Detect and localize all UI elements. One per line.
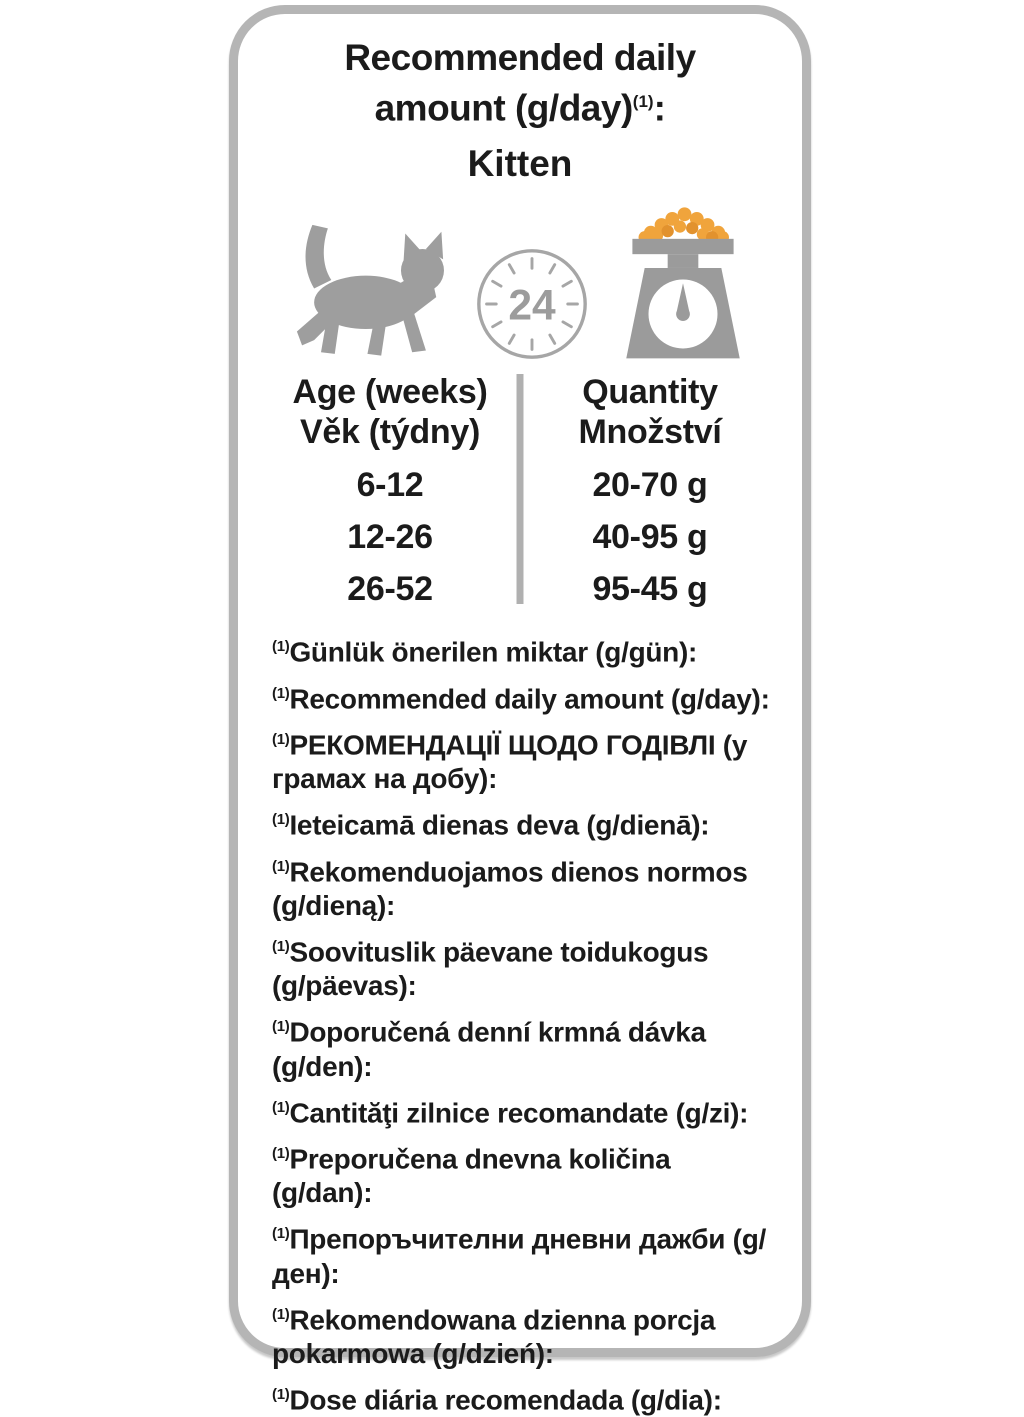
clock-24-label: 24 (508, 281, 556, 330)
footnote-marker: (1) (272, 1018, 290, 1036)
age-column-header (260, 372, 520, 452)
footnote (272, 677, 776, 716)
icons-row (260, 194, 780, 362)
footnote (272, 1378, 776, 1417)
title-colon: : (653, 87, 666, 129)
footnote (272, 723, 776, 796)
footnote (272, 930, 776, 1003)
footnotes-list (260, 630, 780, 1417)
footnote-marker: (1) (272, 937, 290, 955)
quantity-header-cs: Množství (578, 413, 722, 452)
footnote-marker: (1) (272, 1144, 290, 1162)
feeding-guide-panel (229, 5, 811, 1416)
footnote-text: Soovituslik päevane toidukogus (g/päevas): (272, 936, 709, 1002)
quantity-column-header (520, 372, 780, 452)
quantity-value: 95-45 g (592, 570, 708, 609)
quantity-header-en: Quantity (582, 373, 718, 412)
feeding-table (260, 372, 780, 608)
footnote-text: Preporučena dnevna količina (g/dan): (272, 1143, 671, 1209)
footnote (272, 1010, 776, 1083)
table-divider (517, 374, 524, 604)
clock-24h-icon (474, 246, 590, 362)
footnote-marker: (1) (272, 811, 290, 829)
title-line1: Recommended daily (344, 37, 696, 78)
footnote-text: Препоръчителни дневни дажби (g/ден): (272, 1223, 766, 1289)
age-value: 12-26 (347, 518, 433, 557)
footnote-text: Recommended daily amount (g/day): (289, 682, 770, 714)
footnote-text: РЕКОМЕНДАЦІЇ ЩОДО ГОДІВЛІ (у грамах на добу): (272, 729, 748, 795)
footnote-text: Dose diária recomendada (g/dia): (289, 1384, 722, 1416)
footnote-marker: (1) (272, 1098, 290, 1116)
title-line2: amount (g/day) (374, 87, 633, 129)
age-header-cs: Věk (týdny) (300, 413, 480, 452)
life-stage-label: Kitten (467, 143, 573, 185)
footnote-text: Ieteicamā dienas deva (g/dienā): (289, 809, 710, 841)
footnote-marker: (1) (272, 684, 290, 702)
footnote-text: Doporučená denní krmná dávka (g/den): (272, 1016, 706, 1082)
cat-silhouette-icon (278, 222, 450, 362)
quantity-value: 40-95 g (592, 518, 708, 557)
label-page (0, 5, 1024, 1416)
footnote (272, 850, 776, 923)
age-value: 26-52 (347, 570, 433, 609)
footnote (272, 1298, 776, 1371)
footnote-text: Cantităţi zilnice recomandate (g/zi): (289, 1096, 749, 1128)
kibble-heap (639, 208, 729, 244)
footnote-text: Günlük önerilen miktar (g/gün): (289, 636, 698, 668)
age-value: 6-12 (356, 466, 424, 505)
footnote (272, 1091, 776, 1130)
footnote (272, 1137, 776, 1210)
quantity-value: 20-70 g (592, 466, 708, 505)
food-scale-icon (614, 200, 752, 362)
footnote-marker: (1) (272, 857, 290, 875)
footnote-text: Rekomenduojamos dienos normos (g/dieną): (272, 855, 748, 921)
footnote-marker: (1) (272, 730, 290, 748)
footnote (272, 1217, 776, 1290)
footnote-text: Rekomendowana dzienna porcja pokarmowa (g/dzień): (272, 1303, 716, 1369)
cat-tail (306, 225, 332, 289)
panel-title (260, 36, 780, 130)
footnote (272, 630, 776, 669)
footnote-marker: (1) (272, 1225, 290, 1243)
footnote-marker: (1) (272, 1385, 290, 1403)
footnote (272, 803, 776, 842)
footnote-marker: (1) (272, 638, 290, 656)
age-header-en: Age (weeks) (292, 373, 488, 412)
footnote-marker: (1) (272, 1305, 290, 1323)
title-footnote-marker: (1) (632, 92, 654, 111)
